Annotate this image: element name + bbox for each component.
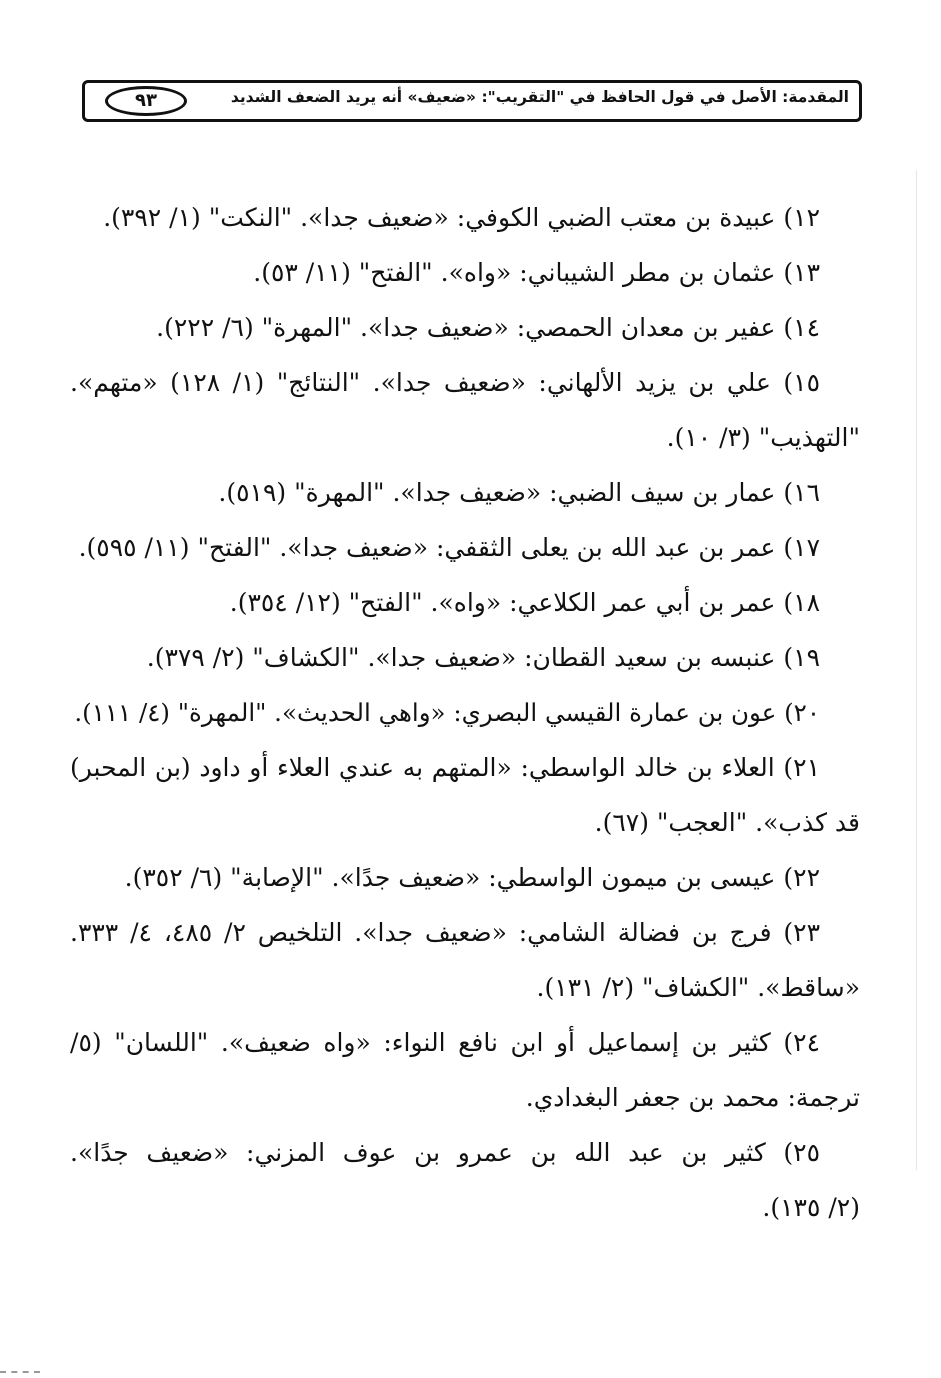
list-line: ١٥) علي بن يزيد الألهاني: «ضعيف جدا». "النتائج" (١/ ١٢٨) «متهم». [70,368,821,397]
list-line: ٢٥) كثير بن عبد الله بن عمرو بن عوف المزني: «ضعيف جدًا». [70,1138,820,1167]
list-line: ١٢) عبيدة بن معتب الضبي الكوفي: «ضعيف جدا». "النكت" (١/ ٣٩٢). [103,203,820,232]
list-line: ترجمة: محمد بن جعفر البغدادي. [525,1083,860,1112]
scan-margin-line [916,170,917,1170]
list-line: ٢٢) عيسى بن ميمون الواسطي: «ضعيف جدًا». "الإصابة" (٦/ ٣٥٢). [124,863,820,892]
list-line: ٢١) العلاء بن خالد الواسطي: «المتهم به عندي العلاء أو داود (بن المحبر) [70,753,820,782]
list-line: ١٧) عمر بن عبد الله بن يعلى الثقفي: «ضعيف جدا». "الفتح" (١١/ ٥٩٥). [78,533,820,562]
list-line: ٢٤) كثير بن إسماعيل أو ابن نافع النواء: «واه ضعيف». "اللسان" (٥/ [70,1028,820,1057]
list-line: «ساقط». "الكشاف" (٢/ ١٣١). [536,973,860,1002]
list-line: ١٩) عنبسه بن سعيد القطان: «ضعيف جدا». "الكشاف" (٢/ ٣٧٩). [146,643,820,672]
list-line: ١٨) عمر بن أبي عمر الكلاعي: «واه». "الفتح" (١٢/ ٣٥٤). [229,588,820,617]
list-line: "التهذيب" (٣/ ١٠). [666,423,860,452]
list-line: قد كذب». "العجب" (٦٧). [594,808,860,837]
list-line: ١٣) عثمان بن مطر الشيباني: «واه». "الفتح" (١١/ ٥٣). [253,258,820,287]
scan-edge-mark [0,1371,40,1373]
list-line: (٢/ ١٣٥). [762,1193,860,1222]
narrator-list [70,190,860,1235]
list-line: ٢٣) فرج بن فضالة الشامي: «ضعيف جدا». التلخيص ٢/ ٤٨٥، ٤/ ٣٣٣. [70,918,821,947]
list-line: ٢٠) عون بن عمارة القيسي البصري: «واهي الحديث». "المهرة" (٤/ ١١١). [74,698,820,727]
header-title: المقدمة: الأصل في قول الحافظ في "التقريب": «ضعيف» أنه يريد الضعف الشديد [230,88,849,106]
running-header [82,80,862,122]
page-number-badge: ٩٣ [105,86,187,116]
list-line: ١٤) عفير بن معدان الحمصي: «ضعيف جدا». "المهرة" (٦/ ٢٢٢). [156,313,820,342]
list-line: ١٦) عمار بن سيف الضبي: «ضعيف جدا». "المهرة" (٥١٩). [218,478,820,507]
